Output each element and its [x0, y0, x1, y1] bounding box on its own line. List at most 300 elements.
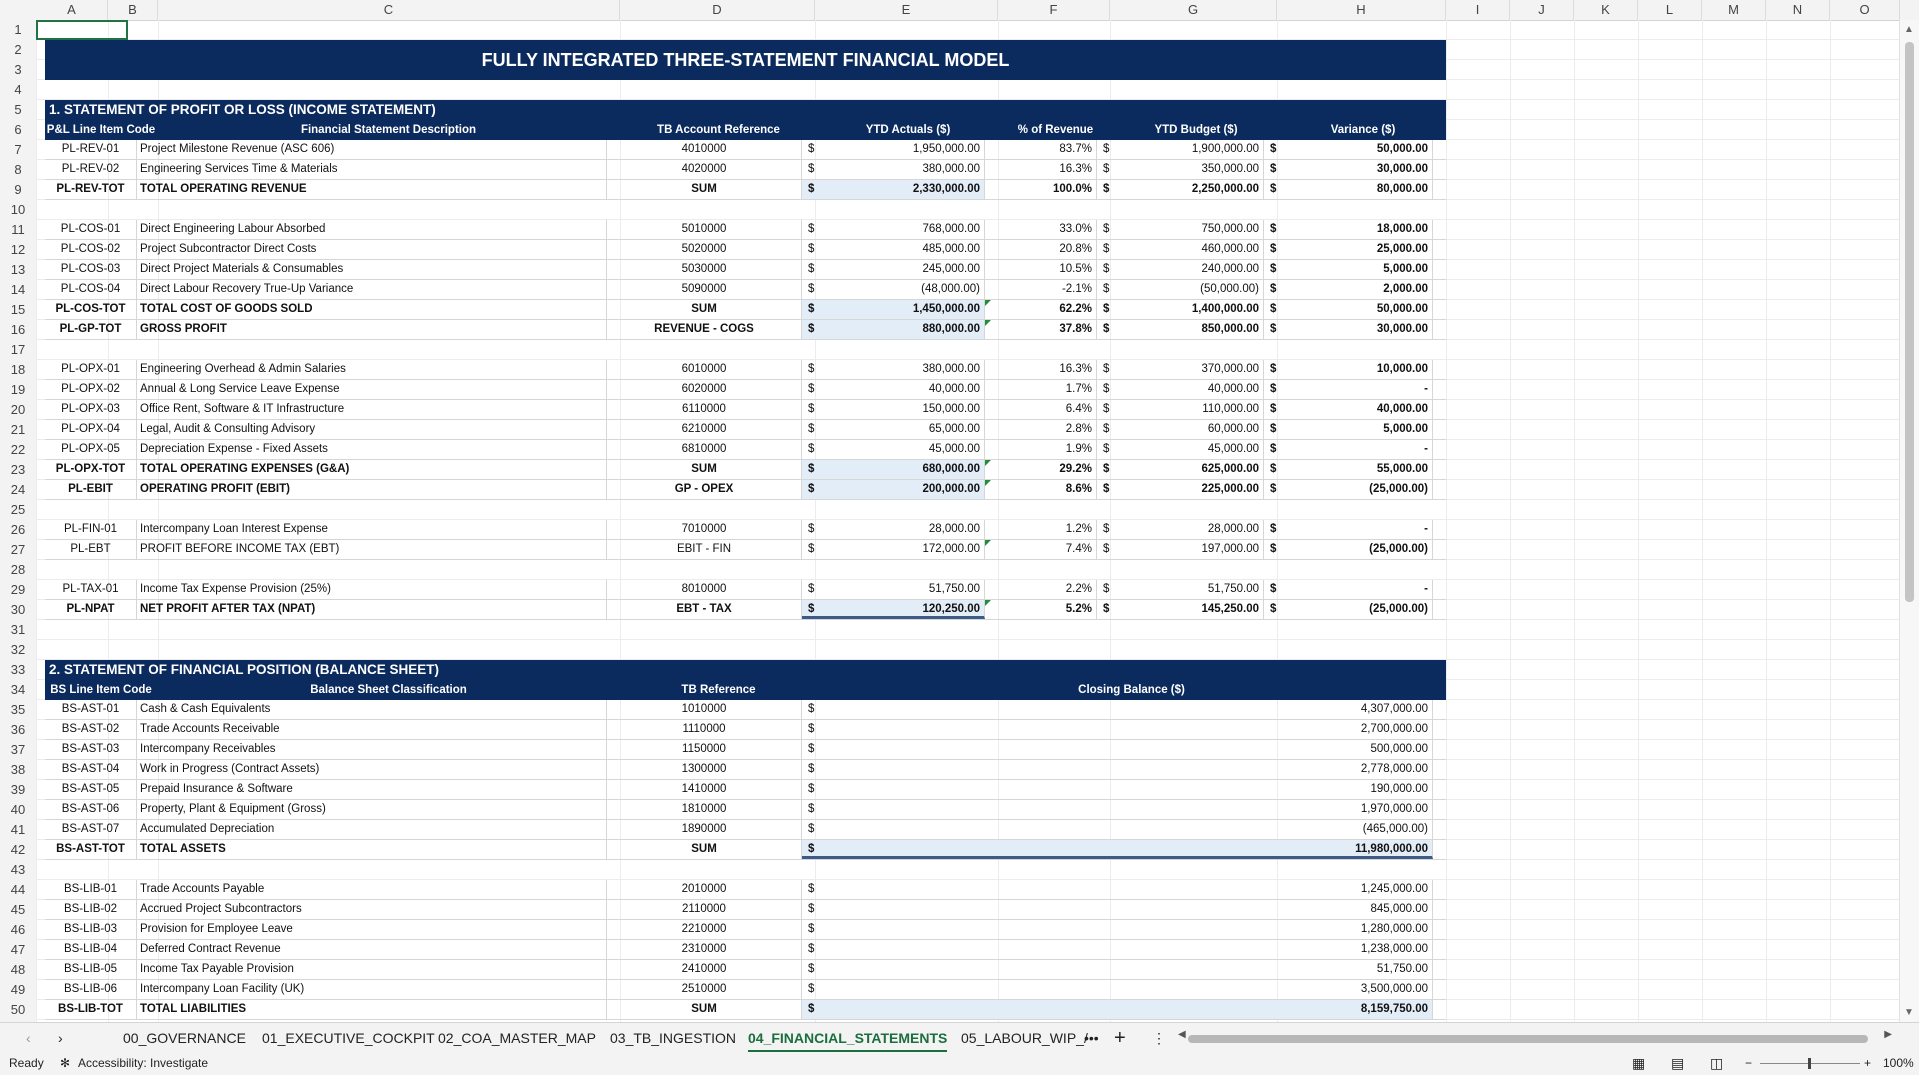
pl-actuals-cell[interactable]: [802, 240, 985, 259]
pl-pct-cell[interactable]: [985, 580, 1097, 599]
bs-tb-cell[interactable]: [607, 800, 802, 819]
row-header-24[interactable]: 24: [10, 482, 26, 497]
bs-balance-cell[interactable]: [802, 800, 1433, 819]
zoom-out-icon[interactable]: −: [1745, 1056, 1753, 1070]
bs-desc-cell[interactable]: [137, 840, 607, 859]
pl-tb-cell[interactable]: [607, 220, 802, 239]
scroll-down-icon[interactable]: ▼: [1904, 1007, 1914, 1018]
zoom-level[interactable]: 100%: [1883, 1056, 1914, 1070]
pl-budget-cell[interactable]: [1097, 320, 1264, 339]
pl-variance-cell[interactable]: [1264, 480, 1433, 499]
pl-code-cell[interactable]: [45, 580, 137, 599]
bs-desc-cell[interactable]: [137, 980, 607, 999]
row-header-2[interactable]: 2: [14, 42, 22, 57]
row-header-35[interactable]: 35: [10, 702, 26, 717]
bs-code-cell[interactable]: [45, 840, 137, 859]
pl-code-cell[interactable]: [45, 420, 137, 439]
row-header-29[interactable]: 29: [10, 582, 26, 597]
pl-code-cell[interactable]: [45, 540, 137, 559]
pl-variance-cell[interactable]: [1264, 600, 1433, 619]
row-header-34[interactable]: 34: [10, 682, 26, 697]
pl-desc-cell[interactable]: [137, 300, 607, 319]
pl-tb-cell[interactable]: [607, 380, 802, 399]
pl-variance-cell[interactable]: [1264, 240, 1433, 259]
bs-desc-cell[interactable]: [137, 960, 607, 979]
row-header-14[interactable]: 14: [10, 282, 26, 297]
pl-code-cell[interactable]: [45, 320, 137, 339]
formula-warning-icon[interactable]: [985, 300, 991, 306]
zoom-in-icon[interactable]: +: [1864, 1056, 1872, 1070]
pl-budget-cell[interactable]: [1097, 240, 1264, 259]
horizontal-scroll-thumb[interactable]: [1188, 1035, 1868, 1043]
pl-code-cell[interactable]: [45, 260, 137, 279]
bs-tb-cell[interactable]: [607, 720, 802, 739]
pl-actuals-cell[interactable]: [802, 280, 985, 299]
row-header-7[interactable]: 7: [14, 142, 22, 157]
bs-desc-cell[interactable]: [137, 800, 607, 819]
row-header-20[interactable]: 20: [10, 402, 26, 417]
bs-desc-cell[interactable]: [137, 1000, 607, 1019]
pl-budget-cell[interactable]: [1097, 580, 1264, 599]
pl-pct-cell[interactable]: [985, 440, 1097, 459]
pl-desc-cell[interactable]: [137, 180, 607, 199]
row-header-38[interactable]: 38: [10, 762, 26, 777]
tab-coa-master-map[interactable]: 02_COA_MASTER_MAP: [438, 1030, 596, 1046]
pl-tb-cell[interactable]: [607, 460, 802, 479]
bs-tb-cell[interactable]: [607, 920, 802, 939]
bs-balance-cell[interactable]: [802, 720, 1433, 739]
bs-desc-cell[interactable]: [137, 820, 607, 839]
pl-variance-cell[interactable]: [1264, 260, 1433, 279]
bs-balance-cell[interactable]: [802, 840, 1433, 859]
pl-desc-cell[interactable]: [137, 600, 607, 619]
pl-budget-cell[interactable]: [1097, 160, 1264, 179]
pl-pct-cell[interactable]: [985, 400, 1097, 419]
bs-balance-cell[interactable]: [802, 900, 1433, 919]
bs-desc-cell[interactable]: [137, 700, 607, 719]
row-header-44[interactable]: 44: [10, 882, 26, 897]
accessibility-status[interactable]: Accessibility: Investigate: [78, 1056, 209, 1070]
pl-budget-cell[interactable]: [1097, 360, 1264, 379]
row-header-40[interactable]: 40: [10, 802, 26, 817]
pl-desc-cell[interactable]: [137, 480, 607, 499]
pl-desc-cell[interactable]: [137, 460, 607, 479]
pl-tb-cell[interactable]: [607, 140, 802, 159]
bs-desc-cell[interactable]: [137, 920, 607, 939]
bs-desc-cell[interactable]: [137, 720, 607, 739]
bs-tb-cell[interactable]: [607, 960, 802, 979]
pl-tb-cell[interactable]: [607, 600, 802, 619]
pl-budget-cell[interactable]: [1097, 180, 1264, 199]
pl-variance-cell[interactable]: [1264, 520, 1433, 539]
pl-desc-cell[interactable]: [137, 520, 607, 539]
pl-pct-cell[interactable]: [985, 540, 1097, 559]
row-header-25[interactable]: 25: [10, 502, 26, 517]
pl-pct-cell[interactable]: [985, 220, 1097, 239]
page-break-view-icon[interactable]: ◫: [1710, 1055, 1724, 1071]
column-header-e[interactable]: E: [815, 0, 998, 20]
bs-code-cell[interactable]: [45, 800, 137, 819]
pl-variance-cell[interactable]: [1264, 220, 1433, 239]
pl-actuals-cell[interactable]: [802, 600, 985, 619]
pl-desc-cell[interactable]: [137, 240, 607, 259]
row-header-1[interactable]: 1: [14, 22, 22, 37]
row-header-6[interactable]: 6: [14, 122, 22, 137]
pl-budget-cell[interactable]: [1097, 420, 1264, 439]
pl-pct-cell[interactable]: [985, 380, 1097, 399]
row-header-22[interactable]: 22: [10, 442, 26, 457]
tab-governance[interactable]: 00_GOVERNANCE: [123, 1030, 246, 1046]
bs-code-cell[interactable]: [45, 920, 137, 939]
pl-budget-cell[interactable]: [1097, 380, 1264, 399]
scroll-left-icon[interactable]: ◀: [1178, 1029, 1186, 1040]
row-header-11[interactable]: 11: [11, 222, 25, 237]
pl-pct-cell[interactable]: [985, 300, 1097, 319]
pl-pct-cell[interactable]: [985, 460, 1097, 479]
bs-code-cell[interactable]: [45, 700, 137, 719]
bs-balance-cell[interactable]: [802, 780, 1433, 799]
formula-warning-icon[interactable]: [985, 600, 991, 606]
bs-tb-cell[interactable]: [607, 780, 802, 799]
scroll-right-icon[interactable]: ▶: [1884, 1029, 1892, 1040]
bs-code-cell[interactable]: [45, 1000, 137, 1019]
bs-desc-cell[interactable]: [137, 880, 607, 899]
pl-actuals-cell[interactable]: [802, 520, 985, 539]
pl-budget-cell[interactable]: [1097, 600, 1264, 619]
bs-balance-cell[interactable]: [802, 960, 1433, 979]
pl-actuals-cell[interactable]: [802, 360, 985, 379]
pl-code-cell[interactable]: [45, 400, 137, 419]
column-header-m[interactable]: M: [1702, 0, 1766, 20]
pl-pct-cell[interactable]: [985, 520, 1097, 539]
vertical-scrollbar[interactable]: [1899, 20, 1919, 1022]
pl-tb-cell[interactable]: [607, 440, 802, 459]
pl-desc-cell[interactable]: [137, 580, 607, 599]
bs-balance-cell[interactable]: [802, 700, 1433, 719]
column-header-c[interactable]: C: [158, 0, 620, 20]
pl-desc-cell[interactable]: [137, 320, 607, 339]
row-header-50[interactable]: 50: [10, 1002, 26, 1017]
bs-balance-cell[interactable]: [802, 980, 1433, 999]
horizontal-scrollbar[interactable]: [1178, 1029, 1892, 1044]
pl-actuals-cell[interactable]: [802, 440, 985, 459]
pl-actuals-cell[interactable]: [802, 460, 985, 479]
pl-desc-cell[interactable]: [137, 260, 607, 279]
bs-tb-cell[interactable]: [607, 820, 802, 839]
pl-variance-cell[interactable]: [1264, 300, 1433, 319]
add-sheet-icon[interactable]: +: [1114, 1027, 1126, 1049]
normal-view-icon[interactable]: ▦: [1632, 1055, 1646, 1071]
pl-desc-cell[interactable]: [137, 280, 607, 299]
row-header-17[interactable]: 17: [10, 342, 26, 357]
column-header-i[interactable]: I: [1446, 0, 1510, 20]
pl-tb-cell[interactable]: [607, 160, 802, 179]
pl-code-cell[interactable]: [45, 300, 137, 319]
pl-pct-cell[interactable]: [985, 600, 1097, 619]
pl-code-cell[interactable]: [45, 440, 137, 459]
pl-desc-cell[interactable]: [137, 440, 607, 459]
pl-variance-cell[interactable]: [1264, 180, 1433, 199]
row-header-42[interactable]: 42: [10, 842, 26, 857]
pl-code-cell[interactable]: [45, 600, 137, 619]
bs-code-cell[interactable]: [45, 900, 137, 919]
tab-tb-ingestion[interactable]: 03_TB_INGESTION: [610, 1030, 737, 1046]
bs-desc-cell[interactable]: [137, 940, 607, 959]
pl-tb-cell[interactable]: [607, 480, 802, 499]
bs-tb-cell[interactable]: [607, 760, 802, 779]
row-header-5[interactable]: 5: [14, 102, 22, 117]
pl-budget-cell[interactable]: [1097, 140, 1264, 159]
row-header-36[interactable]: 36: [10, 722, 26, 737]
pl-tb-cell[interactable]: [607, 300, 802, 319]
pl-pct-cell[interactable]: [985, 420, 1097, 439]
row-header-15[interactable]: 15: [10, 302, 26, 317]
bs-desc-cell[interactable]: [137, 740, 607, 759]
pl-actuals-cell[interactable]: [802, 580, 985, 599]
bs-tb-cell[interactable]: [607, 940, 802, 959]
column-header-b[interactable]: B: [108, 0, 158, 20]
row-header-9[interactable]: 9: [14, 182, 22, 197]
column-header-a[interactable]: A: [36, 0, 108, 20]
pl-desc-cell[interactable]: [137, 380, 607, 399]
pl-desc-cell[interactable]: [137, 420, 607, 439]
bs-code-cell[interactable]: [45, 980, 137, 999]
pl-variance-cell[interactable]: [1264, 460, 1433, 479]
pl-budget-cell[interactable]: [1097, 280, 1264, 299]
pl-tb-cell[interactable]: [607, 540, 802, 559]
bs-code-cell[interactable]: [45, 880, 137, 899]
formula-warning-icon[interactable]: [985, 460, 991, 466]
pl-budget-cell[interactable]: [1097, 460, 1264, 479]
pl-pct-cell[interactable]: [985, 160, 1097, 179]
bs-tb-cell[interactable]: [607, 980, 802, 999]
column-header-g[interactable]: G: [1110, 0, 1277, 20]
column-header-k[interactable]: K: [1574, 0, 1638, 20]
bs-desc-cell[interactable]: [137, 760, 607, 779]
pl-variance-cell[interactable]: [1264, 580, 1433, 599]
row-header-31[interactable]: 31: [10, 622, 26, 637]
row-header-49[interactable]: 49: [10, 982, 26, 997]
pl-code-cell[interactable]: [45, 520, 137, 539]
pl-variance-cell[interactable]: [1264, 380, 1433, 399]
pl-pct-cell[interactable]: [985, 140, 1097, 159]
column-header-j[interactable]: J: [1510, 0, 1574, 20]
bs-balance-cell[interactable]: [802, 760, 1433, 779]
pl-variance-cell[interactable]: [1264, 400, 1433, 419]
zoom-slider-thumb[interactable]: [1808, 1058, 1811, 1069]
bs-tb-cell[interactable]: [607, 700, 802, 719]
pl-pct-cell[interactable]: [985, 480, 1097, 499]
row-header-33[interactable]: 33: [10, 662, 26, 677]
active-cell-A1[interactable]: [36, 20, 128, 40]
bs-code-cell[interactable]: [45, 760, 137, 779]
pl-desc-cell[interactable]: [137, 400, 607, 419]
pl-desc-cell[interactable]: [137, 160, 607, 179]
more-tabs-icon[interactable]: •••: [1084, 1030, 1099, 1046]
pl-budget-cell[interactable]: [1097, 440, 1264, 459]
vertical-scroll-thumb[interactable]: [1905, 42, 1914, 602]
row-header-23[interactable]: 23: [10, 462, 26, 477]
row-header-13[interactable]: 13: [10, 262, 26, 277]
pl-actuals-cell[interactable]: [802, 380, 985, 399]
bs-balance-cell[interactable]: [802, 880, 1433, 899]
pl-actuals-cell[interactable]: [802, 420, 985, 439]
bs-desc-cell[interactable]: [137, 780, 607, 799]
pl-pct-cell[interactable]: [985, 260, 1097, 279]
tab-scroll-right-icon[interactable]: ›: [58, 1030, 63, 1046]
pl-variance-cell[interactable]: [1264, 140, 1433, 159]
pl-pct-cell[interactable]: [985, 320, 1097, 339]
row-header-30[interactable]: 30: [10, 602, 26, 617]
bs-balance-cell[interactable]: [802, 740, 1433, 759]
row-header-37[interactable]: 37: [10, 742, 26, 757]
pl-actuals-cell[interactable]: [802, 300, 985, 319]
row-header-26[interactable]: 26: [10, 522, 26, 537]
pl-actuals-cell[interactable]: [802, 320, 985, 339]
pl-actuals-cell[interactable]: [802, 180, 985, 199]
pl-tb-cell[interactable]: [607, 180, 802, 199]
row-header-21[interactable]: 21: [10, 422, 26, 437]
bs-code-cell[interactable]: [45, 740, 137, 759]
row-header-18[interactable]: 18: [10, 362, 26, 377]
pl-code-cell[interactable]: [45, 240, 137, 259]
pl-variance-cell[interactable]: [1264, 360, 1433, 379]
pl-tb-cell[interactable]: [607, 320, 802, 339]
row-header-16[interactable]: 16: [10, 322, 26, 337]
pl-actuals-cell[interactable]: [802, 160, 985, 179]
row-header-8[interactable]: 8: [14, 162, 22, 177]
row-header-45[interactable]: 45: [10, 902, 26, 917]
row-header-43[interactable]: 43: [10, 862, 26, 877]
row-header-12[interactable]: 12: [10, 242, 26, 257]
row-header-46[interactable]: 46: [10, 922, 26, 937]
pl-code-cell[interactable]: [45, 140, 137, 159]
bs-tb-cell[interactable]: [607, 880, 802, 899]
row-header-4[interactable]: 4: [14, 82, 22, 97]
pl-code-cell[interactable]: [45, 180, 137, 199]
pl-budget-cell[interactable]: [1097, 520, 1264, 539]
row-header-32[interactable]: 32: [10, 642, 26, 657]
pl-desc-cell[interactable]: [137, 220, 607, 239]
pl-budget-cell[interactable]: [1097, 540, 1264, 559]
worksheet-grid[interactable]: [0, 20, 1900, 1022]
pl-pct-cell[interactable]: [985, 240, 1097, 259]
pl-actuals-cell[interactable]: [802, 220, 985, 239]
bs-code-cell[interactable]: [45, 780, 137, 799]
pl-budget-cell[interactable]: [1097, 260, 1264, 279]
pl-actuals-cell[interactable]: [802, 480, 985, 499]
column-header-d[interactable]: D: [620, 0, 815, 20]
pl-actuals-cell[interactable]: [802, 140, 985, 159]
pl-tb-cell[interactable]: [607, 520, 802, 539]
pl-code-cell[interactable]: [45, 220, 137, 239]
page-layout-view-icon[interactable]: ▤: [1671, 1055, 1685, 1071]
column-header-f[interactable]: F: [998, 0, 1110, 20]
pl-code-cell[interactable]: [45, 480, 137, 499]
row-header-41[interactable]: 41: [10, 822, 26, 837]
tab-labour-wip[interactable]: 05_LABOUR_WIP_/: [961, 1030, 1088, 1046]
pl-actuals-cell[interactable]: [802, 400, 985, 419]
pl-tb-cell[interactable]: [607, 400, 802, 419]
pl-code-cell[interactable]: [45, 380, 137, 399]
pl-tb-cell[interactable]: [607, 280, 802, 299]
tab-executive-cockpit[interactable]: 01_EXECUTIVE_COCKPIT: [262, 1030, 435, 1046]
bs-tb-cell[interactable]: [607, 840, 802, 859]
row-header-48[interactable]: 48: [10, 962, 26, 977]
pl-code-cell[interactable]: [45, 460, 137, 479]
bs-balance-cell[interactable]: [802, 920, 1433, 939]
pl-variance-cell[interactable]: [1264, 420, 1433, 439]
bs-balance-cell[interactable]: [802, 940, 1433, 959]
formula-warning-icon[interactable]: [985, 540, 991, 546]
pl-desc-cell[interactable]: [137, 540, 607, 559]
bs-code-cell[interactable]: [45, 820, 137, 839]
formula-warning-icon[interactable]: [985, 480, 991, 486]
pl-pct-cell[interactable]: [985, 280, 1097, 299]
pl-desc-cell[interactable]: [137, 360, 607, 379]
pl-budget-cell[interactable]: [1097, 300, 1264, 319]
pl-variance-cell[interactable]: [1264, 280, 1433, 299]
pl-pct-cell[interactable]: [985, 360, 1097, 379]
bs-code-cell[interactable]: [45, 720, 137, 739]
formula-warning-icon[interactable]: [985, 320, 991, 326]
column-header-h[interactable]: H: [1277, 0, 1446, 20]
bs-tb-cell[interactable]: [607, 900, 802, 919]
tab-financial-statements[interactable]: 04_FINANCIAL_STATEMENTS: [748, 1023, 947, 1053]
pl-budget-cell[interactable]: [1097, 400, 1264, 419]
row-header-10[interactable]: 10: [10, 202, 26, 217]
row-header-19[interactable]: 19: [10, 382, 26, 397]
tab-options-icon[interactable]: ⋮: [1152, 1030, 1166, 1046]
pl-variance-cell[interactable]: [1264, 440, 1433, 459]
pl-variance-cell[interactable]: [1264, 540, 1433, 559]
column-header-l[interactable]: L: [1638, 0, 1702, 20]
pl-tb-cell[interactable]: [607, 260, 802, 279]
row-header-28[interactable]: 28: [10, 562, 26, 577]
bs-desc-cell[interactable]: [137, 900, 607, 919]
pl-actuals-cell[interactable]: [802, 540, 985, 559]
bs-balance-cell[interactable]: [802, 820, 1433, 839]
pl-desc-cell[interactable]: [137, 140, 607, 159]
column-header-o[interactable]: O: [1830, 0, 1900, 20]
row-header-39[interactable]: 39: [10, 782, 26, 797]
pl-budget-cell[interactable]: [1097, 220, 1264, 239]
scroll-up-icon[interactable]: ▲: [1904, 24, 1914, 35]
bs-balance-cell[interactable]: [802, 1000, 1433, 1019]
pl-tb-cell[interactable]: [607, 420, 802, 439]
bs-code-cell[interactable]: [45, 940, 137, 959]
column-header-n[interactable]: N: [1766, 0, 1830, 20]
pl-code-cell[interactable]: [45, 160, 137, 179]
row-header-47[interactable]: 47: [10, 942, 26, 957]
bs-tb-cell[interactable]: [607, 740, 802, 759]
tab-scroll-left-icon[interactable]: ‹: [26, 1030, 31, 1046]
bs-code-cell[interactable]: [45, 960, 137, 979]
pl-actuals-cell[interactable]: [802, 260, 985, 279]
pl-pct-cell[interactable]: [985, 180, 1097, 199]
pl-variance-cell[interactable]: [1264, 320, 1433, 339]
zoom-slider[interactable]: [1760, 1063, 1860, 1064]
pl-variance-cell[interactable]: [1264, 160, 1433, 179]
bs-tb-cell[interactable]: [607, 1000, 802, 1019]
pl-code-cell[interactable]: [45, 280, 137, 299]
pl-tb-cell[interactable]: [607, 580, 802, 599]
pl-tb-cell[interactable]: [607, 360, 802, 379]
accessibility-icon[interactable]: ✻: [60, 1056, 71, 1070]
pl-code-cell[interactable]: [45, 360, 137, 379]
row-header-3[interactable]: 3: [14, 62, 22, 77]
pl-tb-cell[interactable]: [607, 240, 802, 259]
